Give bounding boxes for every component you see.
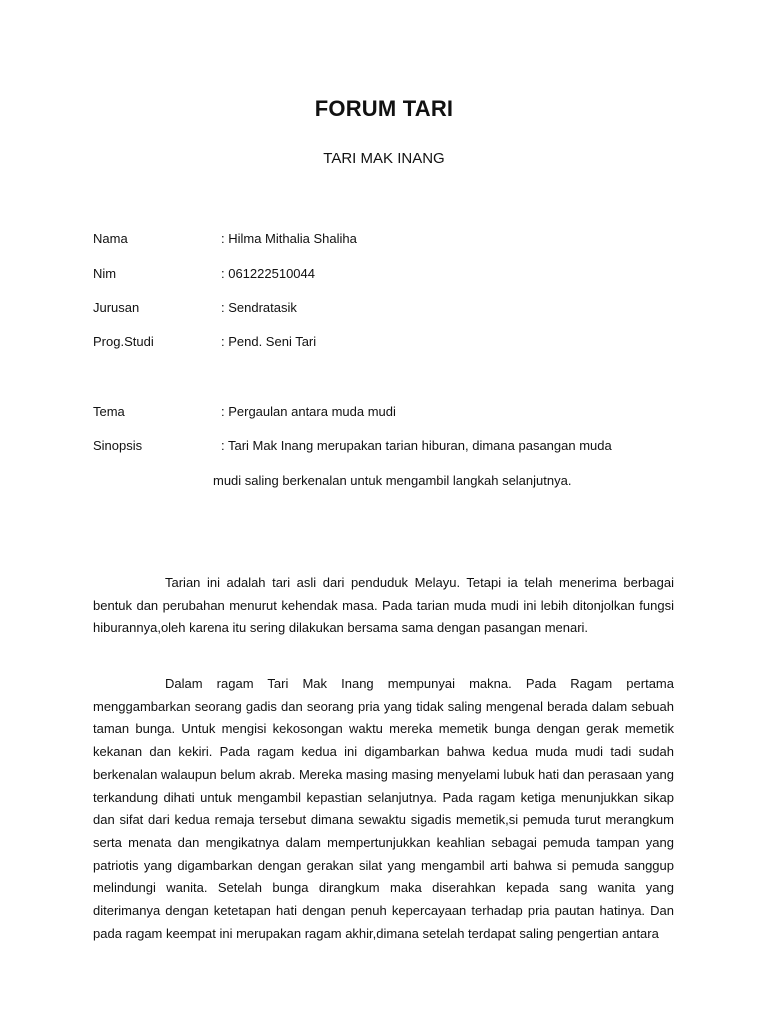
- paragraph-text: Tarian ini adalah tari asli dari penduduk Melayu. Tetapi ia telah menerima berbagai bentuk dan perubahan menurut kehendak masa. Pada tarian muda mudi ini lebih ditonjolkan fungsi hiburannya,oleh karena itu sering dilakukan bersama sama dengan pasangan menari.: [93, 575, 674, 636]
- info-label: Nama: [93, 231, 128, 246]
- info-value: : Tari Mak Inang merupakan tarian hiburan, dimana pasangan muda: [221, 438, 612, 453]
- info-value: : Hilma Mithalia Shaliha: [221, 231, 357, 246]
- info-value: : Sendratasik: [221, 300, 297, 315]
- info-label: Jurusan: [93, 300, 140, 315]
- document-title: FORUM TARI: [314, 96, 454, 121]
- sinopsis-continuation: mudi saling berkenalan untuk mengambil langkah selanjutnya.: [213, 473, 572, 488]
- info-value: : 061222510044: [221, 266, 315, 281]
- document-subtitle: TARI MAK INANG: [323, 150, 445, 167]
- info-label: Sinopsis: [93, 438, 143, 453]
- info-value: : Pergaulan antara muda mudi: [221, 404, 396, 419]
- info-value: : Pend. Seni Tari: [221, 334, 317, 349]
- paragraph-text: Dalam ragam Tari Mak Inang mempunyai makna. Pada Ragam pertama menggambarkan seorang gadis dan seorang pria yang tidak saling mengenal berada dalam sebuah taman bunga. Untuk mengisi kekosongan waktu mereka memetik bunga dengan gerak memetik kekanan dan kekiri. Pada ragam kedua ini digambarkan bahwa kedua muda mudi tadi sudah berkenalan walaupun belum akrab. Mereka masing masing menyelami lubuk hati dan perasaan yang terkandung dihati untuk mengambil kepastian selanjutnya. Pada ragam ketiga menunjukkan sikap dan sifat dari kedua remaja tersebut dimana sewaktu sigadis memetik,si pemuda turut merangkum serta menata dan mengikatnya dalam mempertunjukkan keahlian sebagai pemuda tampan yang patriotis yang digambarkan dengan gerakan silat yang mengambil arti bahwa si pemuda sanggup melindungi wanita. Setelah bunga dirangkum maka diserahkan kepada sang wanita yang diterimanya dengan ketetapan hati dengan penuh kepercayaan terhadap pria pautan hatinya. Dan pada ragam keempat ini merupakan ragam akhir,dimana setelah terdapat saling pengertian antara: [93, 676, 675, 941]
- body-paragraph: [93, 572, 674, 640]
- info-label: Nim: [93, 266, 117, 281]
- info-label: Tema: [93, 404, 125, 419]
- info-label: Prog.Studi: [93, 334, 154, 349]
- body-paragraph: [93, 673, 674, 945]
